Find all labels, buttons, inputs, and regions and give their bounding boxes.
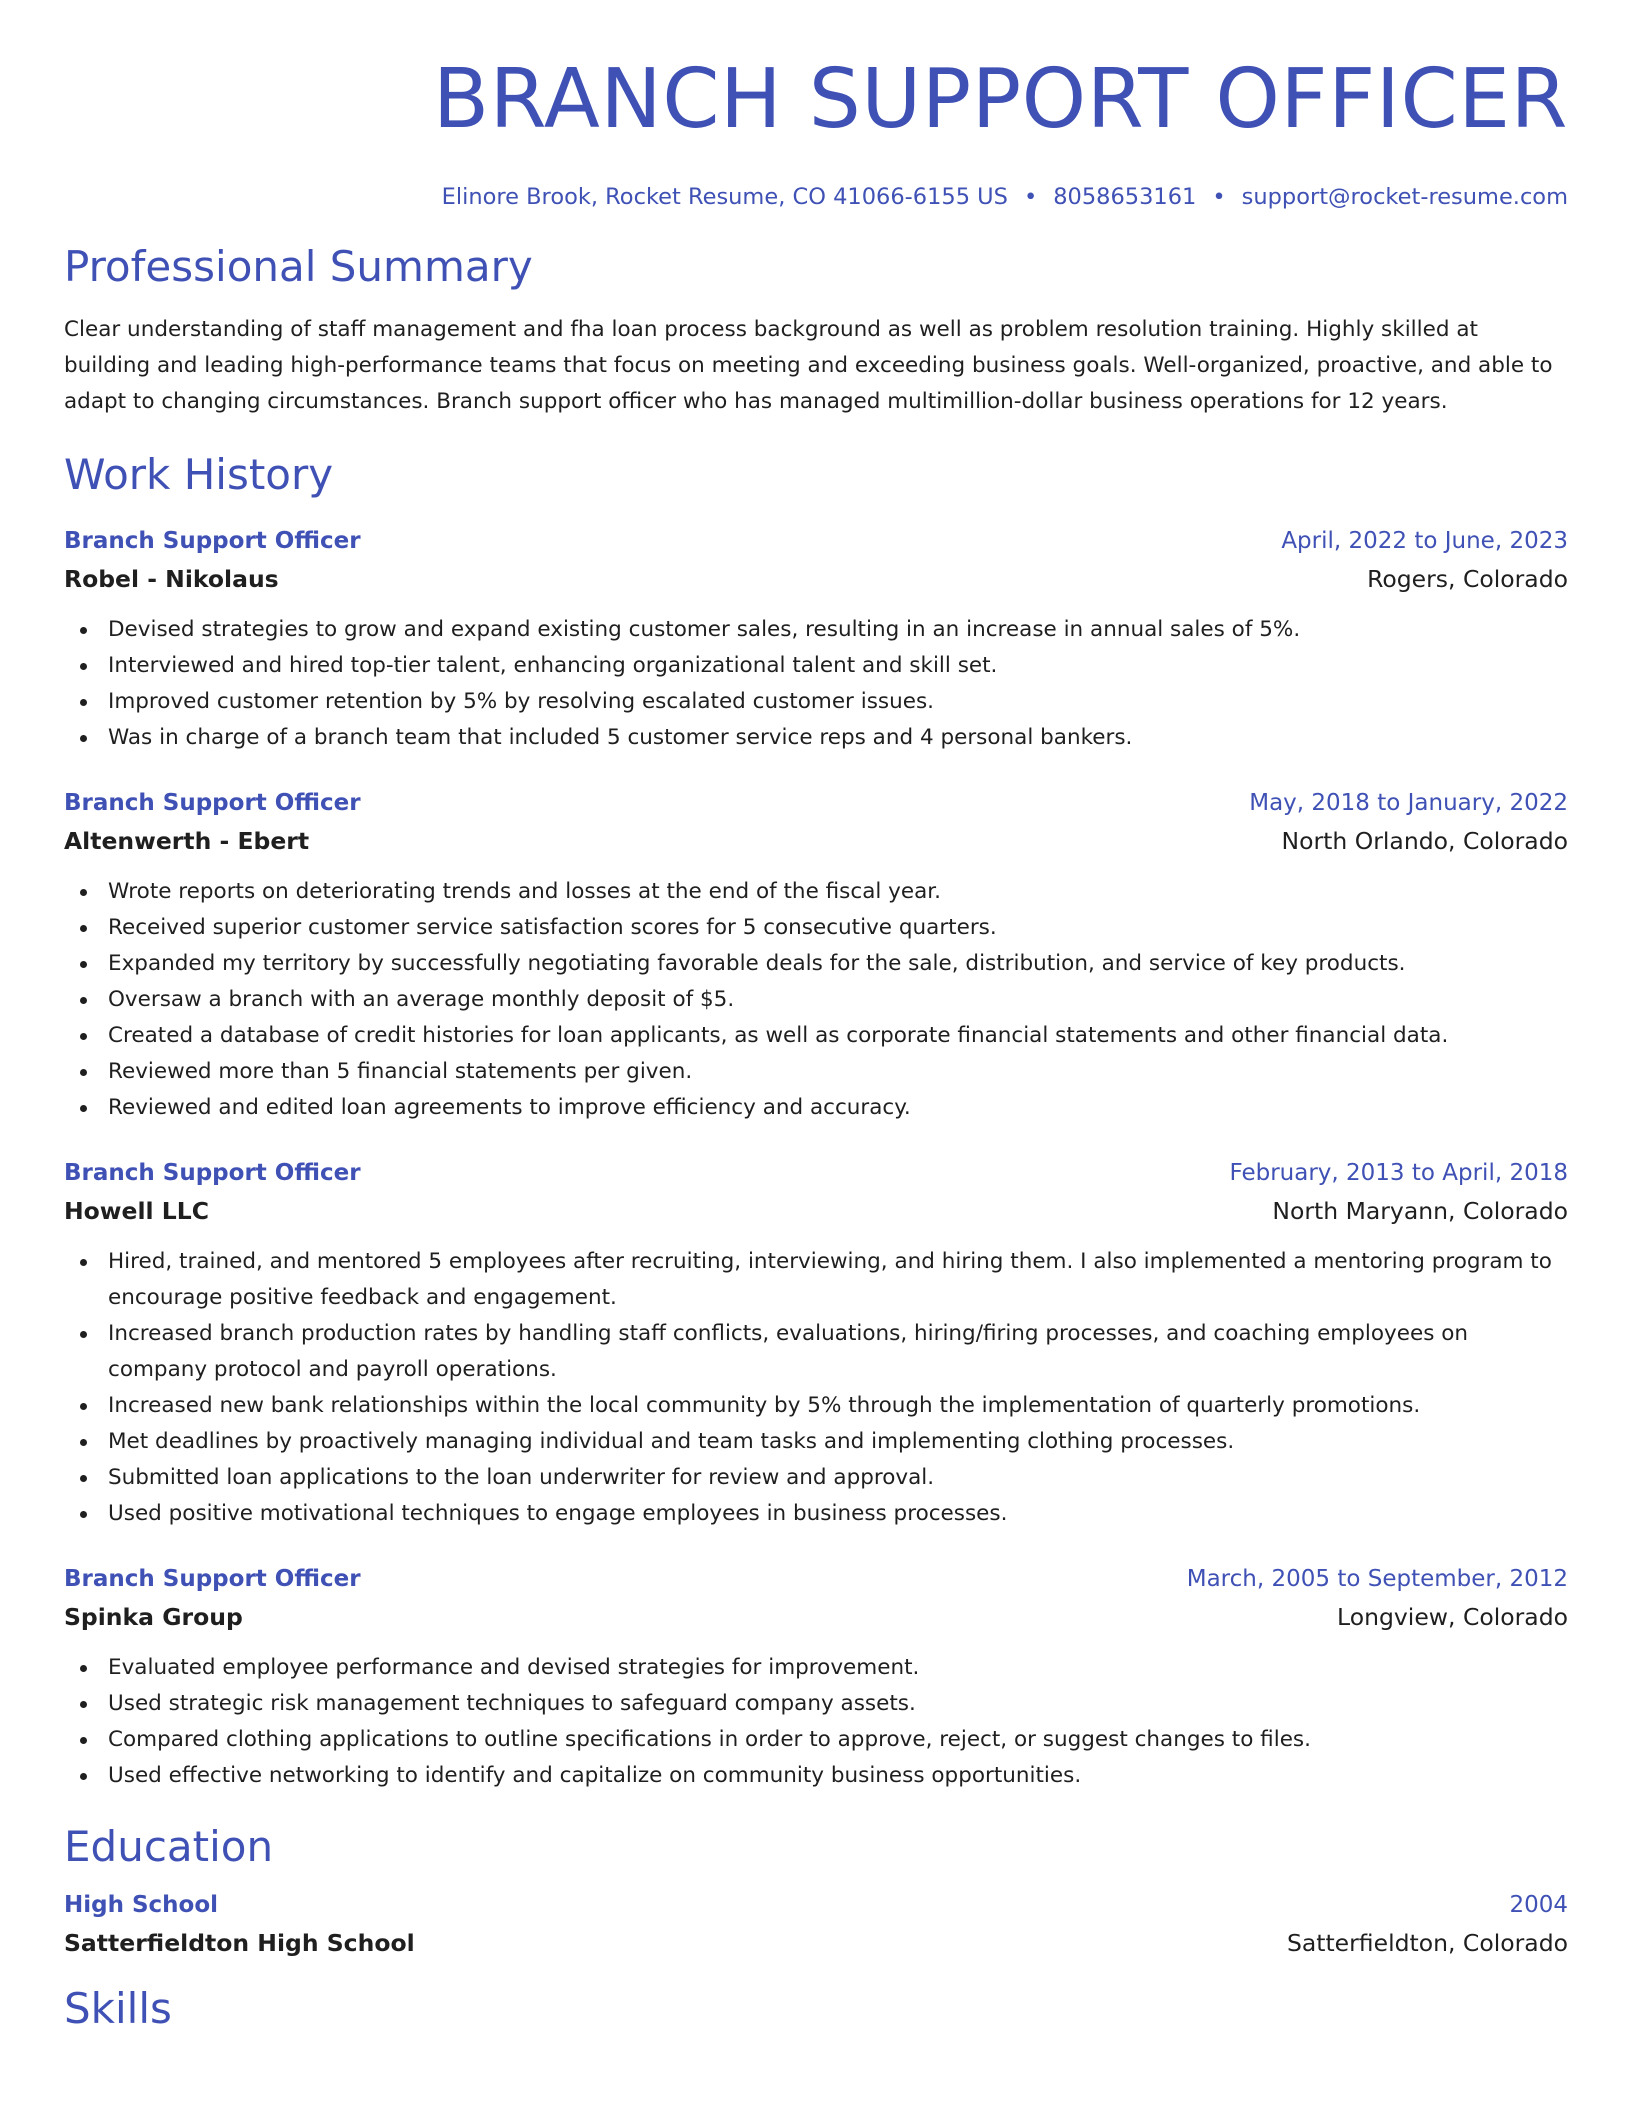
education-school: Satterfieldton High School (64, 1929, 415, 1957)
job-role: Branch Support Officer (64, 1566, 361, 1592)
job-bullet-text: Was in charge of a branch team that included 5 customer service reps and 4 personal bankers. (108, 725, 1133, 750)
bullet-dot-icon (80, 1403, 87, 1410)
job-bullet-text: Interviewed and hired top-tier talent, enhancing organizational talent and skill set. (108, 653, 998, 678)
job-bullet (64, 1722, 1568, 1758)
contact-phone: 8058653161 (1053, 184, 1197, 210)
bullet-dot-icon (80, 997, 87, 1004)
job-company-row (64, 1598, 1568, 1636)
education-header-row (64, 1886, 1568, 1924)
job-role: Branch Support Officer (64, 1160, 361, 1186)
job-bullet (64, 982, 1568, 1018)
job-entry (64, 522, 1568, 756)
job-bullet (64, 1388, 1568, 1424)
job-dates: May, 2018 to January, 2022 (1249, 790, 1568, 816)
bullet-dot-icon (80, 925, 87, 932)
job-role: Branch Support Officer (64, 790, 361, 816)
job-header-row (64, 1560, 1568, 1598)
education-entry (64, 1886, 1568, 1962)
bullet-dot-icon (80, 1439, 87, 1446)
bullet-dot-icon (80, 699, 87, 706)
education-location: Satterfieldton, Colorado (1286, 1929, 1568, 1957)
bullet-dot-icon (80, 1737, 87, 1744)
job-company-row (64, 560, 1568, 598)
job-bullet (64, 648, 1568, 684)
job-location: North Maryann, Colorado (1272, 1197, 1568, 1225)
job-bullets (64, 1650, 1568, 1794)
job-bullet (64, 874, 1568, 910)
job-company: Howell LLC (64, 1197, 209, 1225)
job-dates: April, 2022 to June, 2023 (1281, 528, 1568, 554)
job-company: Robel - Nikolaus (64, 565, 279, 593)
bullet-dot-icon (80, 735, 87, 742)
bullet-dot-icon (80, 1665, 87, 1672)
job-bullet (64, 1018, 1568, 1054)
work-history-list (64, 522, 1568, 1794)
bullet-dot-icon (80, 1105, 87, 1112)
job-bullet-text: Created a database of credit histories for loan applicants, as well as corporate financial statements and other financial data. (108, 1023, 1449, 1048)
job-bullet (64, 720, 1568, 756)
contact-address: Elinore Brook, Rocket Resume, CO 41066-6155 US (441, 184, 1008, 210)
job-bullet (64, 1424, 1568, 1460)
job-bullet-text: Used positive motivational techniques to engage employees in business processes. (108, 1501, 1008, 1526)
bullet-dot-icon (80, 1511, 87, 1518)
job-bullet (64, 1496, 1568, 1532)
job-bullet (64, 1090, 1568, 1126)
education-heading: Education (64, 1822, 274, 1871)
job-bullet-text: Increased branch production rates by handling staff conflicts, evaluations, hiring/firing processes, and coaching employees on company protocol and payroll operations. (108, 1321, 1469, 1382)
job-bullet (64, 1650, 1568, 1686)
bullet-dot-icon (80, 1773, 87, 1780)
bullet-dot-icon (80, 1259, 87, 1266)
job-bullet (64, 1244, 1568, 1316)
job-bullet-text: Submitted loan applications to the loan underwriter for review and approval. (108, 1465, 935, 1490)
bullet-dot-icon (80, 1069, 87, 1076)
job-header-row (64, 1154, 1568, 1192)
job-bullet-text: Met deadlines by proactively managing individual and team tasks and implementing clothing processes. (108, 1429, 1235, 1454)
job-bullets (64, 1244, 1568, 1532)
job-bullet-text: Improved customer retention by 5% by resolving escalated customer issues. (108, 689, 934, 714)
bullet-dot-icon (80, 627, 87, 634)
bullet-dot-icon (80, 1475, 87, 1482)
job-header-row (64, 522, 1568, 560)
bullet-dot-icon (80, 1701, 87, 1708)
job-bullet-text: Compared clothing applications to outline specifications in order to approve, reject, or suggest changes to files. (108, 1727, 1311, 1752)
job-bullet-text: Wrote reports on deteriorating trends and losses at the end of the fiscal year. (108, 879, 941, 904)
skills-heading: Skills (64, 1984, 172, 2033)
job-company-row (64, 1192, 1568, 1230)
job-bullet (64, 612, 1568, 648)
job-company-row (64, 822, 1568, 860)
summary-heading: Professional Summary (64, 242, 533, 291)
education-year: 2004 (1509, 1892, 1568, 1918)
job-entry (64, 784, 1568, 1126)
job-bullets (64, 612, 1568, 756)
job-location: Rogers, Colorado (1367, 565, 1568, 593)
bullet-dot-icon (80, 663, 87, 670)
bullet-dot-icon (80, 1033, 87, 1040)
job-bullet-text: Received superior customer service satisfaction scores for 5 consecutive quarters. (108, 915, 997, 940)
contact-email: support@rocket-resume.com (1241, 184, 1568, 210)
job-bullet (64, 1316, 1568, 1388)
summary-text: Clear understanding of staff management and fha loan process background as well as problem resolution training. Highly skilled at building and leading high-performance teams that focus on meeting and exceeding business goals. Well-organized, proactive, and able to adapt to changing circumstances. Branch support officer who has managed multimillion-dollar business operations for 12 years. (64, 317, 1553, 414)
job-bullet (64, 946, 1568, 982)
job-location: Longview, Colorado (1337, 1603, 1568, 1631)
job-entry (64, 1154, 1568, 1532)
education-school-row (64, 1924, 1568, 1962)
education-degree: High School (64, 1892, 219, 1918)
job-bullet-text: Oversaw a branch with an average monthly deposit of $5. (108, 987, 735, 1012)
contact-line (64, 182, 1568, 212)
job-header-row (64, 784, 1568, 822)
bullet-dot-icon (80, 1331, 87, 1338)
job-bullet-text: Used effective networking to identify and capitalize on community business opportunities. (108, 1763, 1082, 1788)
job-bullet-text: Increased new bank relationships within the local community by 5% through the implementation of quarterly promotions. (108, 1393, 1421, 1418)
job-bullet (64, 1460, 1568, 1496)
job-bullet (64, 1686, 1568, 1722)
job-role: Branch Support Officer (64, 528, 361, 554)
contact-separator: • (1212, 184, 1226, 210)
bullet-dot-icon (80, 961, 87, 968)
job-bullet (64, 1758, 1568, 1794)
job-bullet (64, 684, 1568, 720)
contact-separator: • (1023, 184, 1038, 210)
job-bullet-text: Reviewed and edited loan agreements to improve efficiency and accuracy. (108, 1095, 911, 1120)
bullet-dot-icon (80, 889, 87, 896)
job-entry (64, 1560, 1568, 1794)
work-history-heading: Work History (64, 450, 334, 499)
job-bullet-text: Hired, trained, and mentored 5 employees after recruiting, interviewing, and hiring them. I also implemented a mentoring program to encourage positive feedback and engagement. (108, 1249, 1552, 1310)
job-bullet-text: Evaluated employee performance and devised strategies for improvement. (108, 1655, 920, 1680)
job-dates: February, 2013 to April, 2018 (1229, 1160, 1568, 1186)
resume-title: BRANCH SUPPORT OFFICER (432, 52, 1568, 147)
job-bullet (64, 1054, 1568, 1090)
job-company: Altenwerth - Ebert (64, 827, 310, 855)
job-bullet (64, 910, 1568, 946)
job-bullet-text: Reviewed more than 5 financial statements per given. (108, 1059, 693, 1084)
job-bullet-text: Used strategic risk management techniques to safeguard company assets. (108, 1691, 916, 1716)
job-bullet-text: Devised strategies to grow and expand existing customer sales, resulting in an increase in annual sales of 5%. (108, 617, 1301, 642)
job-location: North Orlando, Colorado (1281, 827, 1568, 855)
job-dates: March, 2005 to September, 2012 (1186, 1566, 1568, 1592)
job-bullet-text: Expanded my territory by successfully negotiating favorable deals for the sale, distribution, and service of key products. (108, 951, 1406, 976)
job-company: Spinka Group (64, 1603, 243, 1631)
job-bullets (64, 874, 1568, 1126)
